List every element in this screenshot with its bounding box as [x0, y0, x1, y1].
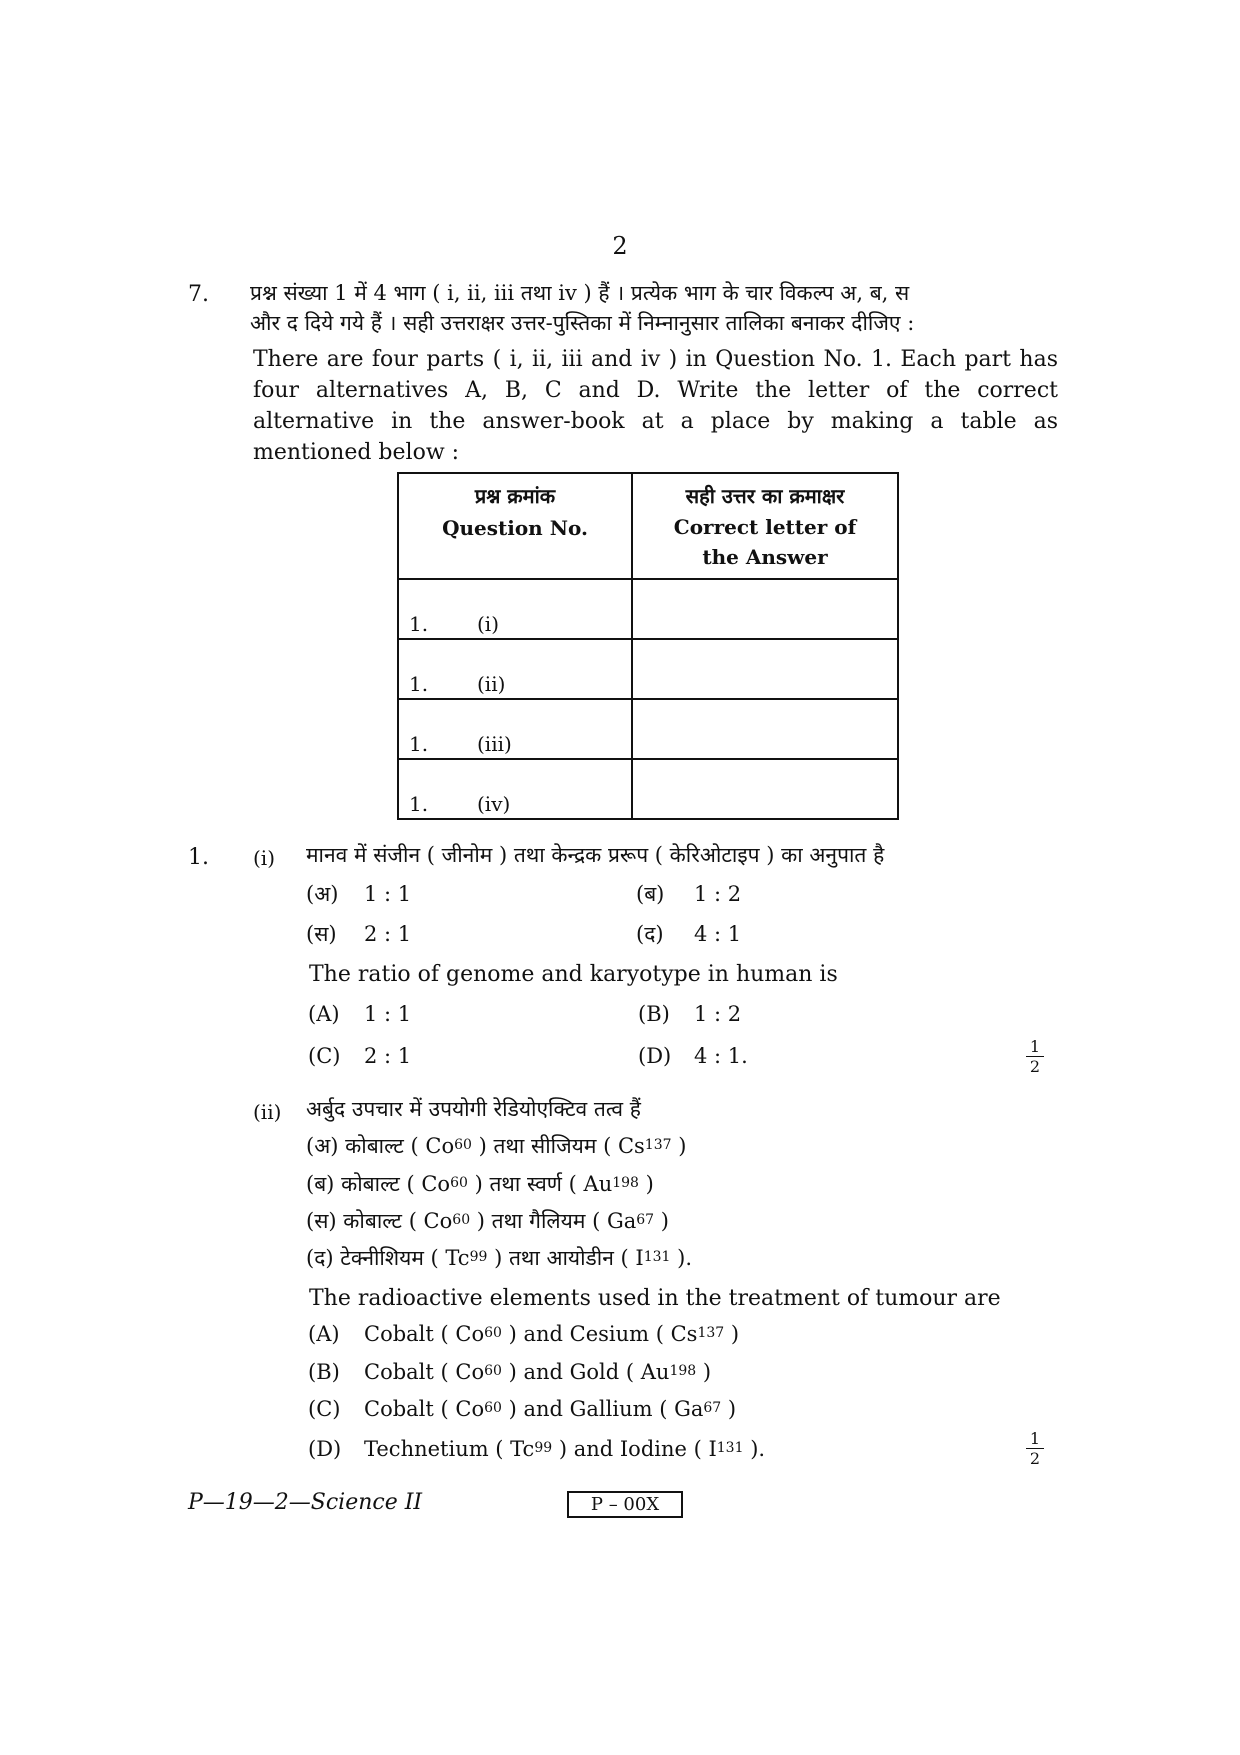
- option-text-c: ): [645, 1172, 654, 1196]
- option-label: (C): [308, 1044, 341, 1068]
- option-text-a: टेक्नीशियम ( Tc: [340, 1246, 470, 1270]
- instruction-english-line-4: mentioned below :: [253, 440, 460, 465]
- isotope-mass: 137: [697, 1325, 725, 1341]
- isotope-mass: 131: [716, 1440, 744, 1456]
- option-text-a: Cobalt ( Co: [364, 1360, 485, 1384]
- isotope-mass: 60: [452, 1212, 471, 1228]
- isotope-mass: 198: [669, 1363, 697, 1379]
- option-text-c: ).: [750, 1437, 766, 1461]
- correct-letter-header: [632, 473, 898, 579]
- option-label: (D): [308, 1437, 342, 1461]
- isotope-mass: 137: [644, 1137, 672, 1153]
- part-ii-stem-english: The radioactive elements used in the treatment of tumour are: [309, 1286, 1001, 1311]
- row-part: (iii): [477, 732, 512, 756]
- option-label: (अ): [306, 882, 339, 906]
- instruction-english-line-2: four alternatives A, B, C and D. Write the letter of the correct: [253, 378, 1058, 403]
- question-number: 1.: [188, 845, 209, 870]
- option-text-a: Cobalt ( Co: [364, 1397, 485, 1421]
- option-text: 4 : 1.: [694, 1044, 748, 1068]
- part-i-option-hindi-d: [636, 920, 741, 948]
- question-no-header: [398, 473, 632, 579]
- answer-cell: [632, 639, 898, 699]
- option-text-a: कोबाल्ट ( Co: [345, 1134, 455, 1158]
- option-text: 4 : 1: [694, 922, 742, 946]
- option-label: (द): [636, 922, 664, 946]
- option-label: (B): [308, 1360, 340, 1384]
- option-text: 1 : 1: [364, 1002, 412, 1026]
- isotope-mass: 60: [450, 1175, 468, 1191]
- question-no-header-hindi: प्रश्न क्रमांक: [474, 484, 556, 508]
- isotope-mass: 67: [703, 1400, 722, 1416]
- row-part: (iv): [477, 792, 511, 816]
- part-i-option-english-d: [638, 1044, 748, 1068]
- part-ii-option-english-a: [308, 1322, 739, 1346]
- part-ii-option-english-b: [308, 1360, 711, 1384]
- marks-numerator: 1: [1029, 1429, 1041, 1448]
- marks-denominator: 2: [1029, 1449, 1041, 1468]
- question-no-cell: [398, 579, 632, 639]
- part-ii-option-hindi-a: [306, 1132, 686, 1160]
- answer-table-header-row: [398, 473, 898, 579]
- part-ii-option-hindi-b: [306, 1170, 654, 1198]
- option-label: (A): [308, 1002, 340, 1026]
- answer-cell: [632, 759, 898, 819]
- paper-code: P—19—2—Science II: [188, 1490, 423, 1515]
- paper-set-box: P – 00X: [567, 1491, 683, 1518]
- part-ii-option-hindi-d: [306, 1244, 692, 1272]
- option-text-b: ) तथा सीजियम ( Cs: [478, 1134, 645, 1158]
- part-ii-label: (ii): [253, 1100, 282, 1124]
- answer-cell: [632, 699, 898, 759]
- option-label: (A): [308, 1322, 340, 1346]
- option-text-a: कोबाल्ट ( Co: [341, 1172, 451, 1196]
- part-i-option-english-b: [638, 1002, 741, 1026]
- isotope-mass: 131: [643, 1249, 671, 1265]
- option-text-b: ) and Cesium ( Cs: [508, 1322, 698, 1346]
- correct-letter-header-english-1: Correct letter of: [673, 515, 857, 539]
- answer-table: [397, 472, 899, 820]
- table-row: [398, 579, 898, 639]
- question-no-cell: [398, 639, 632, 699]
- option-text-b: ) and Iodine ( I: [558, 1437, 717, 1461]
- part-ii-marks: [1026, 1430, 1044, 1467]
- isotope-mass: 99: [534, 1440, 553, 1456]
- option-label: (ब): [636, 882, 665, 906]
- part-ii-option-english-c: [308, 1397, 736, 1421]
- option-text-a: Cobalt ( Co: [364, 1322, 485, 1346]
- part-i-label: (i): [253, 846, 276, 870]
- question-no-cell: [398, 759, 632, 819]
- option-text-c: ): [727, 1397, 737, 1421]
- part-ii-option-english-d: [308, 1437, 765, 1461]
- option-label: (स): [306, 922, 337, 946]
- row-number: 1.: [409, 792, 429, 816]
- option-text: 1 : 2: [694, 1002, 742, 1026]
- option-label: (D): [638, 1044, 672, 1068]
- table-row: [398, 759, 898, 819]
- option-label: (ब): [306, 1172, 335, 1196]
- part-i-option-english-c: [308, 1044, 411, 1068]
- option-text-b: ) and Gallium ( Ga: [508, 1397, 704, 1421]
- row-number: 1.: [409, 672, 429, 696]
- option-label: (अ): [306, 1134, 339, 1158]
- option-label: (B): [638, 1002, 670, 1026]
- option-text: 2 : 1: [364, 922, 412, 946]
- part-i-marks: [1026, 1038, 1044, 1075]
- option-text-b: ) and Gold ( Au: [508, 1360, 670, 1384]
- option-text-b: ) तथा आयोडीन ( I: [494, 1246, 644, 1270]
- row-part: (ii): [477, 672, 506, 696]
- instruction-hindi-line-1: प्रश्न संख्या 1 में 4 भाग ( i, ii, iii तथा iv ) हैं । प्रत्येक भाग के चार विकल्प अ, ब, स: [250, 281, 910, 305]
- part-i-option-hindi-b: [636, 880, 741, 908]
- option-text-b: ) तथा गैलियम ( Ga: [476, 1209, 637, 1233]
- part-i-option-hindi-a: [306, 880, 411, 908]
- option-text: 1 : 1: [364, 882, 412, 906]
- option-text-a: कोबाल्ट ( Co: [343, 1209, 453, 1233]
- question-no-cell: [398, 699, 632, 759]
- table-row: [398, 699, 898, 759]
- instruction-english-line-3: alternative in the answer-book at a place by making a table as: [253, 409, 1058, 434]
- option-text-c: ): [702, 1360, 712, 1384]
- row-part: (i): [477, 612, 500, 636]
- isotope-mass: 67: [636, 1212, 655, 1228]
- option-text-c: ): [678, 1134, 687, 1158]
- option-text: 1 : 2: [694, 882, 742, 906]
- isotope-mass: 60: [454, 1137, 472, 1153]
- option-text-c: ): [730, 1322, 740, 1346]
- option-text-b: ) तथा स्वर्ण ( Au: [474, 1172, 613, 1196]
- marks-denominator: 2: [1029, 1057, 1041, 1076]
- part-ii-stem-hindi: अर्बुद उपचार में उपयोगी रेडियोएक्टिव तत्व हैं: [306, 1097, 641, 1121]
- part-i-stem-hindi: मानव में संजीन ( जीनोम ) तथा केन्द्रक प्ररूप ( केरिओटाइप ) का अनुपात है: [306, 843, 885, 867]
- isotope-mass: 99: [469, 1249, 488, 1265]
- row-number: 1.: [409, 732, 429, 756]
- option-label: (स): [306, 1209, 337, 1233]
- page-number: 2: [612, 232, 628, 260]
- instruction-number: 7.: [188, 282, 209, 307]
- part-i-stem-english: The ratio of genome and karyotype in human is: [309, 962, 838, 987]
- instruction-english-line-1: There are four parts ( i, ii, iii and iv ) in Question No. 1. Each part has: [253, 347, 1058, 372]
- answer-cell: [632, 579, 898, 639]
- isotope-mass: 60: [484, 1325, 502, 1341]
- instruction-hindi-line-2: और द दिये गये हैं । सही उत्तराक्षर उत्तर-पुस्तिका में निम्नानुसार तालिका बनाकर दीजिए :: [250, 311, 915, 335]
- question-no-header-english: Question No.: [442, 516, 588, 540]
- option-text-c: ): [660, 1209, 669, 1233]
- option-label: (C): [308, 1397, 341, 1421]
- part-ii-option-hindi-c: [306, 1207, 669, 1235]
- isotope-mass: 60: [484, 1400, 502, 1416]
- isotope-mass: 60: [484, 1363, 502, 1379]
- part-i-option-hindi-c: [306, 920, 411, 948]
- option-text-c: ).: [677, 1246, 692, 1270]
- correct-letter-header-hindi: सही उत्तर का क्रमाक्षर: [685, 484, 845, 508]
- correct-letter-header-english-2: the Answer: [702, 545, 828, 569]
- option-text: 2 : 1: [364, 1044, 412, 1068]
- part-i-option-english-a: [308, 1002, 411, 1026]
- row-number: 1.: [409, 612, 429, 636]
- table-row: [398, 639, 898, 699]
- isotope-mass: 198: [612, 1175, 639, 1191]
- marks-numerator: 1: [1029, 1037, 1041, 1056]
- option-text-a: Technetium ( Tc: [364, 1437, 535, 1461]
- option-label: (द): [306, 1246, 334, 1270]
